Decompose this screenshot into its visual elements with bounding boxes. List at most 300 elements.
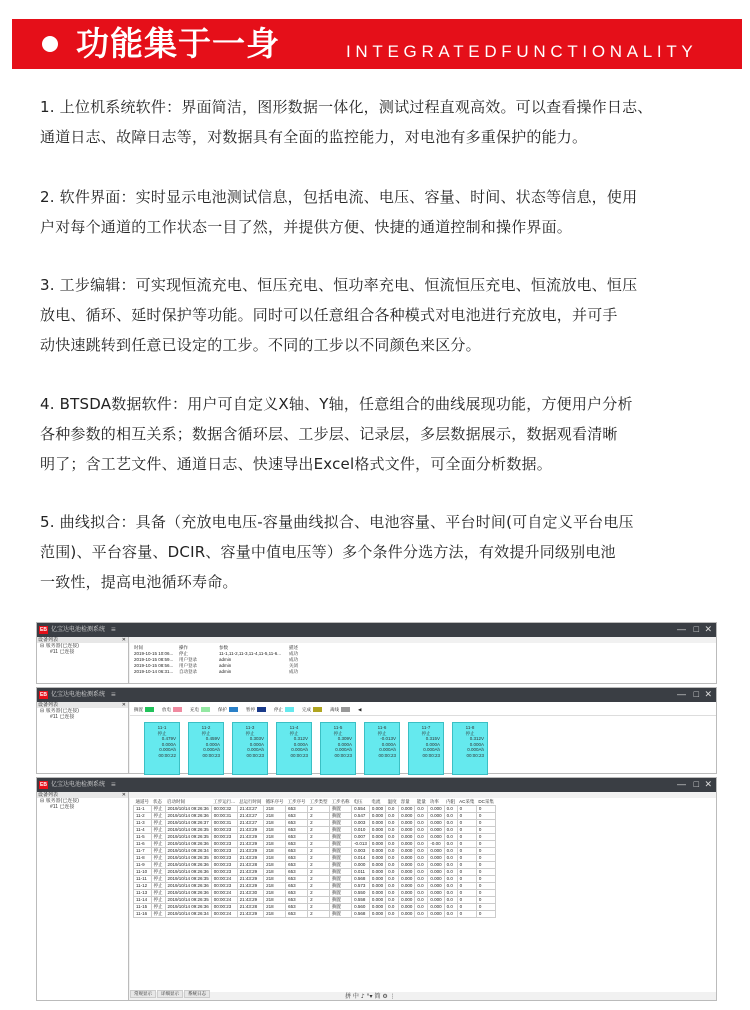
log-cell: admin xyxy=(219,657,232,662)
grid-cell: 0.000 xyxy=(428,862,444,869)
grid-cell: 21:43:29 xyxy=(237,855,264,862)
channel-id: 11-5 xyxy=(333,725,343,730)
table-row[interactable] xyxy=(134,806,496,813)
grid-cell: 0.003 xyxy=(352,848,370,855)
banner-title: 功能集于一身 xyxy=(76,24,280,63)
grid-cell: 2 xyxy=(308,869,330,876)
grid-cell: 0.0 xyxy=(415,806,428,813)
legend-swatch xyxy=(257,707,266,712)
grid-cell: 0.568 xyxy=(352,911,370,918)
grid-cell: 搁置 xyxy=(330,848,352,855)
grid-cell: 0 xyxy=(476,827,496,834)
channel-v: 0.459V xyxy=(205,736,220,741)
paragraph-line: 动快速跳转到任意已设定的工步。不同的工步以不同颜色来区分。 xyxy=(40,336,481,354)
channel-c: 0.000Ah xyxy=(335,747,352,752)
legend-item xyxy=(190,707,212,712)
grid-cell: 0.000 xyxy=(369,897,385,904)
grid-cell: -0.013 xyxy=(352,841,370,848)
maximize-button[interactable]: □ xyxy=(693,624,699,634)
grid-cell: 218 xyxy=(264,813,286,820)
grid-cell: 0.000 xyxy=(369,806,385,813)
grid-cell: 0.0 xyxy=(386,813,399,820)
table-row[interactable] xyxy=(134,813,496,820)
grid-cell: 2019/10/14 09:26:35 xyxy=(165,834,211,841)
paragraph-line: 户对每个通道的工作状态一目了然，并提供方便、快捷的通道控制和操作界面。 xyxy=(40,218,573,236)
grid-cell: 218 xyxy=(264,827,286,834)
paragraph-1 xyxy=(40,92,710,152)
grid-cell: 停止 xyxy=(151,848,165,855)
grid-cell: 0.0 xyxy=(415,911,428,918)
grid-cell: 0.0 xyxy=(444,848,457,855)
grid-cell: 2 xyxy=(308,820,330,827)
grid-col-header[interactable]: 循环序号 xyxy=(265,799,284,804)
channel-v: 0.303V xyxy=(249,736,264,741)
app-logo-icon: EB xyxy=(40,692,47,698)
grid-cell: 218 xyxy=(264,904,286,911)
grid-col-header[interactable]: 状态 xyxy=(153,799,162,804)
channel-c: 0.000Ah xyxy=(423,747,440,752)
close-button[interactable]: ✕ xyxy=(704,624,712,634)
legend-scroll-icon[interactable]: ◀ xyxy=(358,707,362,712)
grid-col-header[interactable]: 工步类型 xyxy=(309,799,328,804)
sidebar-close-icon[interactable]: ✕ xyxy=(121,637,126,643)
tree-item-device[interactable]: #11 已连接 xyxy=(50,804,75,810)
table-row[interactable] xyxy=(134,883,496,890)
maximize-button[interactable]: □ xyxy=(693,689,699,699)
grid-cell: 0.000 xyxy=(428,897,444,904)
grid-col-header[interactable]: 工步名称 xyxy=(331,799,350,804)
grid-cell: 0.000 xyxy=(369,904,385,911)
channel-tile[interactable] xyxy=(232,722,268,775)
menu-icon[interactable]: ≡ xyxy=(111,625,116,634)
channel-state: 停止 xyxy=(333,730,343,736)
tree-item-device[interactable]: #11 已连接 xyxy=(50,714,75,720)
channel-t: 00:00:23 xyxy=(378,752,396,758)
grid-cell: 0.000 xyxy=(428,834,444,841)
grid-cell: 搁置 xyxy=(330,876,352,883)
grid-cell: 653 xyxy=(286,883,308,890)
grid-cell: 0.000 xyxy=(428,806,444,813)
menu-icon[interactable]: ≡ xyxy=(111,780,116,789)
legend-label: 充电 xyxy=(190,707,199,712)
grid-cell: 0 xyxy=(476,911,496,918)
legend-label: 完成 xyxy=(302,707,311,712)
grid-cell: 653 xyxy=(286,904,308,911)
grid-cell: 搁置 xyxy=(330,827,352,834)
table-row[interactable] xyxy=(134,904,496,911)
menu-icon[interactable]: ≡ xyxy=(111,690,116,699)
table-row[interactable] xyxy=(134,834,496,841)
grid-cell: 0 xyxy=(476,876,496,883)
grid-cell: 0 xyxy=(457,890,476,897)
log-col-header[interactable]: 参数 xyxy=(219,645,228,650)
grid-cell: 0 xyxy=(476,834,496,841)
table-row[interactable] xyxy=(134,848,496,855)
grid-cell: 0 xyxy=(476,855,496,862)
grid-cell: 停止 xyxy=(151,862,165,869)
grid-cell: 搁置 xyxy=(330,890,352,897)
grid-cell: 0.000 xyxy=(399,820,415,827)
grid-cell: 653 xyxy=(286,848,308,855)
log-cell: 2019-10-15 10:06... xyxy=(134,651,174,656)
channel-tile[interactable] xyxy=(364,722,400,775)
grid-cell: 0.0 xyxy=(386,827,399,834)
grid-cell: 0 xyxy=(457,904,476,911)
grid-cell: 停止 xyxy=(151,855,165,862)
grid-cell: 0.0 xyxy=(415,897,428,904)
grid-cell: 653 xyxy=(286,869,308,876)
grid-cell: 0.000 xyxy=(428,869,444,876)
channel-state: 停止 xyxy=(377,730,387,736)
sidebar-header-label: 设备列表 xyxy=(38,637,59,643)
grid-cell: 0 xyxy=(457,897,476,904)
channel-state: 停止 xyxy=(465,730,475,736)
grid-col-header[interactable]: 温度 xyxy=(387,799,397,804)
grid-cell: 0 xyxy=(457,813,476,820)
grid-cell: 11-7 xyxy=(134,848,152,855)
title-bar xyxy=(37,778,716,792)
legend-item xyxy=(246,707,268,712)
channel-id: 11-2 xyxy=(201,725,211,730)
grid-cell: 2019/10/14 09:26:37 xyxy=(165,820,211,827)
grid-cell: 21:43:27 xyxy=(237,813,264,820)
grid-cell: 00:00:31 xyxy=(211,820,237,827)
grid-cell: 停止 xyxy=(151,820,165,827)
minimize-button[interactable]: — xyxy=(677,689,686,699)
channel-t: 00:00:22 xyxy=(158,752,176,758)
grid-cell: 0.0 xyxy=(386,911,399,918)
channel-c: 0.000Ah xyxy=(203,747,220,752)
grid-cell: 21:43:28 xyxy=(237,904,264,911)
grid-cell: 218 xyxy=(264,820,286,827)
log-cell: 自动登录 xyxy=(179,669,197,674)
grid-cell: 搁置 xyxy=(330,869,352,876)
grid-cell: 0.0 xyxy=(415,869,428,876)
grid-cell: 0.0 xyxy=(415,876,428,883)
grid-col-header[interactable]: 总运行时间 xyxy=(239,799,262,804)
tree-item-server[interactable]: ⊟ 服务器(已连接) xyxy=(40,708,79,714)
sidebar-close-icon[interactable]: ✕ xyxy=(121,792,126,798)
grid-cell: 0.000 xyxy=(399,827,415,834)
tab-normal-view[interactable]: 常规显示 xyxy=(130,990,156,998)
grid-cell: 21:43:27 xyxy=(237,806,264,813)
tree-item-device[interactable]: #11 已连接 xyxy=(50,649,75,655)
channel-c: 0.000Ah xyxy=(291,747,308,752)
grid-cell: 2 xyxy=(308,911,330,918)
table-row[interactable] xyxy=(134,827,496,834)
table-row[interactable] xyxy=(132,669,300,675)
table-row[interactable] xyxy=(134,869,496,876)
grid-cell: 2019/10/14 09:26:34 xyxy=(165,911,211,918)
grid-cell: 00:00:23 xyxy=(211,834,237,841)
grid-cell: 11-15 xyxy=(134,904,152,911)
log-col-header[interactable]: 时间 xyxy=(134,645,143,650)
channel-t: 00:00:23 xyxy=(334,752,352,758)
log-cell: 2019-10-15 08:59... xyxy=(134,657,174,662)
grid-cell: 0 xyxy=(476,883,496,890)
legend-swatch xyxy=(313,707,322,712)
grid-cell: 0 xyxy=(476,862,496,869)
grid-cell: 0.0 xyxy=(444,890,457,897)
grid-cell: 11-3 xyxy=(134,820,152,827)
channel-i: 0.000A xyxy=(381,741,396,747)
grid-cell: 653 xyxy=(286,820,308,827)
legend-swatch xyxy=(145,707,154,712)
channel-c: 0.000Ah xyxy=(159,747,176,752)
grid-cell: 00:00:32 xyxy=(211,806,237,813)
grid-cell: 0 xyxy=(457,862,476,869)
grid-cell: 0.000 xyxy=(428,827,444,834)
sidebar-close-icon[interactable]: ✕ xyxy=(121,702,126,708)
channel-v: -0.013V xyxy=(380,736,396,741)
grid-cell: 00:00:24 xyxy=(211,890,237,897)
channel-state: 停止 xyxy=(245,730,255,736)
grid-cell: 11-1 xyxy=(134,806,152,813)
log-cell: 停止 xyxy=(179,651,188,656)
table-row[interactable] xyxy=(134,876,496,883)
grid-cell: 0 xyxy=(457,869,476,876)
channel-t: 00:00:23 xyxy=(202,752,220,758)
grid-cell: 11-9 xyxy=(134,862,152,869)
grid-cell: 搁置 xyxy=(330,813,352,820)
grid-cell: 0.000 xyxy=(428,904,444,911)
grid-cell: 0.000 xyxy=(369,841,385,848)
paragraph-line: 2. 软件界面：实时显示电池测试信息，包括电流、电压、容量、时间、状态等信息，使用 xyxy=(40,188,638,206)
grid-col-header[interactable]: 通道号 xyxy=(135,799,149,804)
channel-tiles xyxy=(130,716,716,775)
legend-item xyxy=(330,707,352,712)
channel-tile[interactable] xyxy=(188,722,224,775)
minimize-button[interactable]: — xyxy=(677,624,686,634)
tab-system-log[interactable]: 系统日志 xyxy=(184,990,210,998)
grid-col-header[interactable]: 电压 xyxy=(353,799,363,804)
grid-cell: 0 xyxy=(476,890,496,897)
grid-cell: 0 xyxy=(457,834,476,841)
grid-cell: 21:43:29 xyxy=(237,876,264,883)
grid-cell: 21:43:29 xyxy=(237,834,264,841)
grid-cell: 00:00:23 xyxy=(211,848,237,855)
grid-cell: 0.000 xyxy=(399,904,415,911)
channel-tile[interactable] xyxy=(276,722,312,775)
grid-cell: 2 xyxy=(308,813,330,820)
channel-state: 停止 xyxy=(421,730,431,736)
maximize-button[interactable]: □ xyxy=(693,779,699,789)
channel-tile[interactable] xyxy=(452,722,488,775)
grid-cell: 0.0 xyxy=(444,876,457,883)
grid-cell: 0.0 xyxy=(386,841,399,848)
grid-cell: 0.0 xyxy=(386,876,399,883)
grid-cell: 0.011 xyxy=(352,869,370,876)
grid-cell: 218 xyxy=(264,911,286,918)
grid-cell: 2019/10/14 09:26:36 xyxy=(165,813,211,820)
grid-cell: 653 xyxy=(286,841,308,848)
grid-cell: 11-14 xyxy=(134,897,152,904)
grid-cell: 2 xyxy=(308,883,330,890)
legend-swatch xyxy=(201,707,210,712)
grid-cell: 0.0 xyxy=(415,855,428,862)
grid-cell: 0.0 xyxy=(415,848,428,855)
log-col-header[interactable]: 描述 xyxy=(289,645,298,650)
channel-t: 00:00:23 xyxy=(246,752,264,758)
grid-col-header[interactable]: 工步运行... xyxy=(213,799,236,804)
grid-col-header[interactable]: 电流 xyxy=(371,799,381,804)
grid-cell: 停止 xyxy=(151,876,165,883)
table-row[interactable] xyxy=(134,862,496,869)
grid-col-header[interactable]: 能量 xyxy=(416,799,426,804)
grid-cell: 218 xyxy=(264,869,286,876)
grid-cell: 2 xyxy=(308,827,330,834)
grid-col-header[interactable]: 功率 xyxy=(429,799,439,804)
close-button[interactable]: ✕ xyxy=(704,779,712,789)
grid-cell: 2 xyxy=(308,862,330,869)
grid-cell: 11-12 xyxy=(134,883,152,890)
grid-cell: 0.0 xyxy=(386,904,399,911)
legend-item xyxy=(302,707,324,712)
grid-cell: 0.000 xyxy=(399,911,415,918)
grid-cell: 0.000 xyxy=(369,862,385,869)
section-banner xyxy=(12,19,742,69)
grid-cell: 0.0 xyxy=(444,820,457,827)
grid-cell: 停止 xyxy=(151,813,165,820)
grid-cell: 21:43:29 xyxy=(237,827,264,834)
grid-col-header[interactable]: AC采集 xyxy=(459,799,475,804)
grid-cell: 11-4 xyxy=(134,827,152,834)
channel-c: 0.000Ah xyxy=(247,747,264,752)
channel-tile[interactable] xyxy=(144,722,180,775)
channel-id: 11-4 xyxy=(289,725,299,730)
paragraph-2 xyxy=(40,182,710,242)
channel-data-table xyxy=(133,799,496,918)
channel-state: 停止 xyxy=(157,730,167,736)
grid-cell: 0.000 xyxy=(352,862,370,869)
grid-cell: 2019/10/14 09:26:36 xyxy=(165,904,211,911)
grid-cell: 搁置 xyxy=(330,855,352,862)
grid-cell: 0 xyxy=(457,806,476,813)
ime-toolbar[interactable]: 拼 中 ♪ °▾ 简 ⚙ ⋮ xyxy=(345,993,396,1000)
grid-cell: 0.0 xyxy=(415,813,428,820)
tree-item-server[interactable]: ⊟ 服务器(已连接) xyxy=(40,643,79,649)
channel-i: 0.000A xyxy=(293,741,308,747)
grid-cell: 0.000 xyxy=(369,827,385,834)
grid-cell: 0.0 xyxy=(386,883,399,890)
grid-col-header[interactable]: DC采集 xyxy=(478,799,494,804)
channel-i: 0.000A xyxy=(337,741,352,747)
tab-detail-view[interactable]: 详细显示 xyxy=(157,990,183,998)
grid-cell: 停止 xyxy=(151,827,165,834)
grid-cell: 0.000 xyxy=(369,869,385,876)
legend-item xyxy=(218,707,240,712)
sidebar-header xyxy=(37,792,128,798)
legend-item xyxy=(162,707,184,712)
grid-cell: 停止 xyxy=(151,911,165,918)
grid-cell: 653 xyxy=(286,813,308,820)
grid-cell: 0.0 xyxy=(386,855,399,862)
grid-col-header[interactable]: 启动时间 xyxy=(167,799,185,804)
grid-cell: 0.0 xyxy=(415,834,428,841)
grid-cell: 0 xyxy=(476,848,496,855)
grid-cell: 0 xyxy=(476,841,496,848)
grid-cell: 0.000 xyxy=(428,911,444,918)
grid-cell: 653 xyxy=(286,855,308,862)
grid-cell: 2019/10/14 09:26:36 xyxy=(165,890,211,897)
grid-cell: 218 xyxy=(264,855,286,862)
grid-cell: 2 xyxy=(308,890,330,897)
tree-item-server[interactable]: ⊟ 服务器(已连接) xyxy=(40,798,79,804)
grid-cell: 218 xyxy=(264,862,286,869)
legend-label: 暂停 xyxy=(246,707,255,712)
sidebar-header-label: 设备列表 xyxy=(38,702,59,708)
grid-cell: 218 xyxy=(264,834,286,841)
log-cell: admin xyxy=(219,669,232,674)
grid-cell: 停止 xyxy=(151,897,165,904)
minimize-button[interactable]: — xyxy=(677,779,686,789)
grid-col-header[interactable]: 内阻 xyxy=(446,799,456,804)
log-cell: 关闭 xyxy=(289,663,298,668)
grid-cell: 0.0 xyxy=(386,869,399,876)
grid-cell: 653 xyxy=(286,911,308,918)
grid-col-header[interactable]: 容量 xyxy=(400,799,410,804)
channel-id: 11-8 xyxy=(465,725,475,730)
legend-label: 搁置 xyxy=(134,707,143,712)
grid-cell: 0.000 xyxy=(399,869,415,876)
grid-cell: 0.007 xyxy=(352,834,370,841)
grid-cell: 218 xyxy=(264,806,286,813)
paragraph-line: 1. 上位机系统软件：界面简洁，图形数据一体化，测试过程直观高效。可以查看操作日志、 xyxy=(40,98,653,116)
grid-cell: 11-16 xyxy=(134,911,152,918)
grid-col-header[interactable]: 工步序号 xyxy=(287,799,306,804)
log-col-header[interactable]: 操作 xyxy=(179,645,188,650)
device-sidebar xyxy=(37,792,129,1000)
channel-tile[interactable] xyxy=(320,722,356,775)
channel-id: 11-3 xyxy=(245,725,255,730)
table-row[interactable] xyxy=(134,890,496,897)
table-row[interactable] xyxy=(134,897,496,904)
status-legend xyxy=(130,702,716,716)
channel-v: 0.312V xyxy=(293,736,308,741)
grid-cell: 2 xyxy=(308,876,330,883)
grid-cell: 0.0 xyxy=(444,904,457,911)
table-row[interactable] xyxy=(134,855,496,862)
grid-cell: 搁置 xyxy=(330,911,352,918)
table-row[interactable] xyxy=(134,820,496,827)
channel-tile[interactable] xyxy=(408,722,444,775)
close-button[interactable]: ✕ xyxy=(704,689,712,699)
app-window-grid xyxy=(36,777,717,1001)
grid-cell: 0.000 xyxy=(428,883,444,890)
grid-cell: 0.010 xyxy=(352,827,370,834)
grid-cell: 00:00:23 xyxy=(211,827,237,834)
grid-cell: 0.0 xyxy=(386,897,399,904)
grid-cell: 2019/10/14 09:26:35 xyxy=(165,876,211,883)
bottom-tab-bar xyxy=(130,990,211,998)
device-sidebar xyxy=(37,637,129,683)
grid-cell: 0.560 xyxy=(352,904,370,911)
log-cell: 11-1,11-2,11-3,11-4,11-5,11-6... xyxy=(219,651,282,656)
grid-cell: 0.000 xyxy=(428,848,444,855)
grid-cell: 0 xyxy=(476,904,496,911)
app-window-channels xyxy=(36,687,717,774)
legend-label: 离线 xyxy=(330,707,339,712)
log-table xyxy=(132,645,300,675)
grid-cell: 218 xyxy=(264,883,286,890)
grid-cell: 21:43:29 xyxy=(237,841,264,848)
grid-cell: 0.0 xyxy=(386,862,399,869)
legend-swatch xyxy=(229,707,238,712)
grid-cell: 2 xyxy=(308,855,330,862)
table-row[interactable] xyxy=(134,841,496,848)
table-row[interactable] xyxy=(134,911,496,918)
grid-cell: 搁置 xyxy=(330,904,352,911)
